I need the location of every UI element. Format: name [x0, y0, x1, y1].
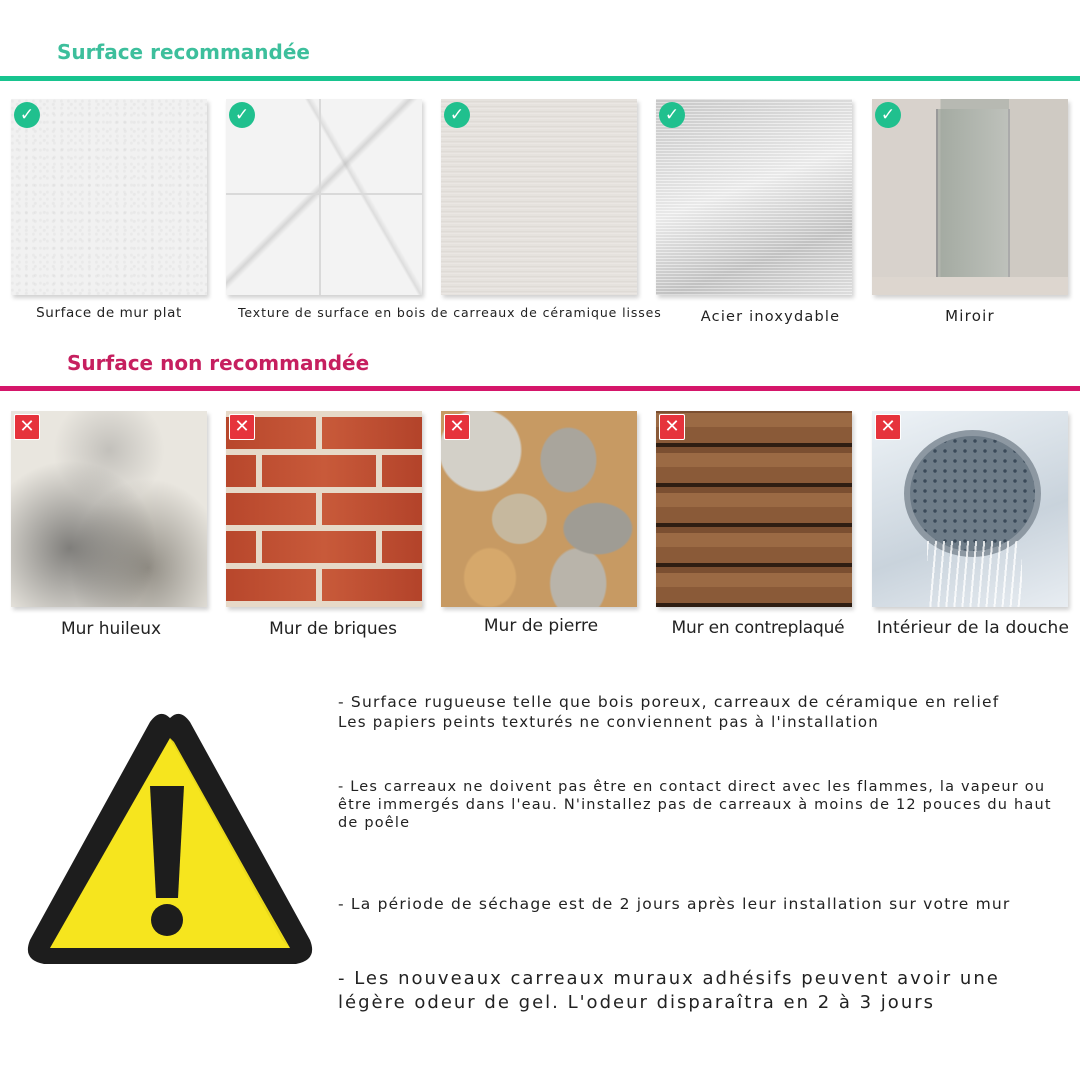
caption-stainless-steel: Acier inoxydable: [700, 309, 841, 325]
caption-plywood-wall: Mur en contreplaqué: [671, 618, 845, 638]
not-recommended-divider: [0, 386, 1080, 391]
x-square-icon: ✕: [875, 414, 901, 440]
x-square-icon: ✕: [659, 414, 685, 440]
note-rough-surface: [338, 692, 999, 732]
x-square-icon: ✕: [444, 414, 470, 440]
wood-texture-image: [441, 99, 637, 295]
note-gel-odor: [338, 967, 1000, 1015]
recommended-divider: [0, 76, 1080, 81]
shower-interior-image: [872, 411, 1068, 607]
not-recommended-section-title: Surface non recommandée: [67, 351, 370, 375]
mirror-image: [872, 99, 1068, 295]
recommended-section-title: Surface recommandée: [57, 40, 310, 64]
note-rough-surface-line2: Les papiers peints texturés ne conviennent pas à l'installation: [338, 713, 880, 731]
brick-wall-image: [226, 411, 422, 607]
x-square-icon: ✕: [14, 414, 40, 440]
caption-mirror: Miroir: [945, 307, 995, 325]
note-flame-steam: [338, 778, 1058, 832]
check-circle-icon: ✓: [875, 102, 901, 128]
check-circle-icon: ✓: [659, 102, 685, 128]
caption-ceramic-wood: Texture de surface en bois de carreaux de céramique lisses: [238, 305, 662, 320]
stainless-steel-image: [656, 99, 852, 295]
caption-oily-wall: Mur huileux: [60, 619, 162, 639]
caption-flat-wall: Surface de mur plat: [36, 305, 182, 321]
x-square-icon: ✕: [229, 414, 255, 440]
caption-shower-interior: Intérieur de la douche: [876, 618, 1070, 638]
caption-brick-wall: Mur de briques: [269, 619, 397, 639]
check-circle-icon: ✓: [229, 102, 255, 128]
oily-wall-image: [11, 411, 207, 607]
warning-triangle-icon: [22, 708, 318, 974]
note-gel-odor-line1: - Les nouveaux carreaux muraux adhésifs peuvent avoir une: [338, 968, 1000, 989]
note-drying-period: [338, 895, 1010, 913]
note-rough-surface-line1: - Surface rugueuse telle que bois poreux, carreaux de céramique en relief: [338, 693, 1000, 711]
check-circle-icon: ✓: [444, 102, 470, 128]
note-gel-odor-line2: légère odeur de gel. L'odeur disparaîtra en 2 à 3 jours: [338, 992, 936, 1013]
check-circle-icon: ✓: [14, 102, 40, 128]
note-drying-period-text: - La période de séchage est de 2 jours après leur installation sur votre mur: [338, 895, 1011, 913]
plywood-wall-image: [656, 411, 852, 607]
note-flame-steam-text: - Les carreaux ne doivent pas être en contact direct avec les flammes, la vapeur ou être immergés dans l'eau. N'installez pas de carreaux à moins de 12 pouces du haut de poêle: [338, 779, 1052, 831]
caption-stone-wall: Mur de pierre: [483, 616, 599, 636]
flat-wall-image: [11, 99, 207, 295]
stone-wall-image: [441, 411, 637, 607]
ceramic-tile-image: [226, 99, 422, 295]
